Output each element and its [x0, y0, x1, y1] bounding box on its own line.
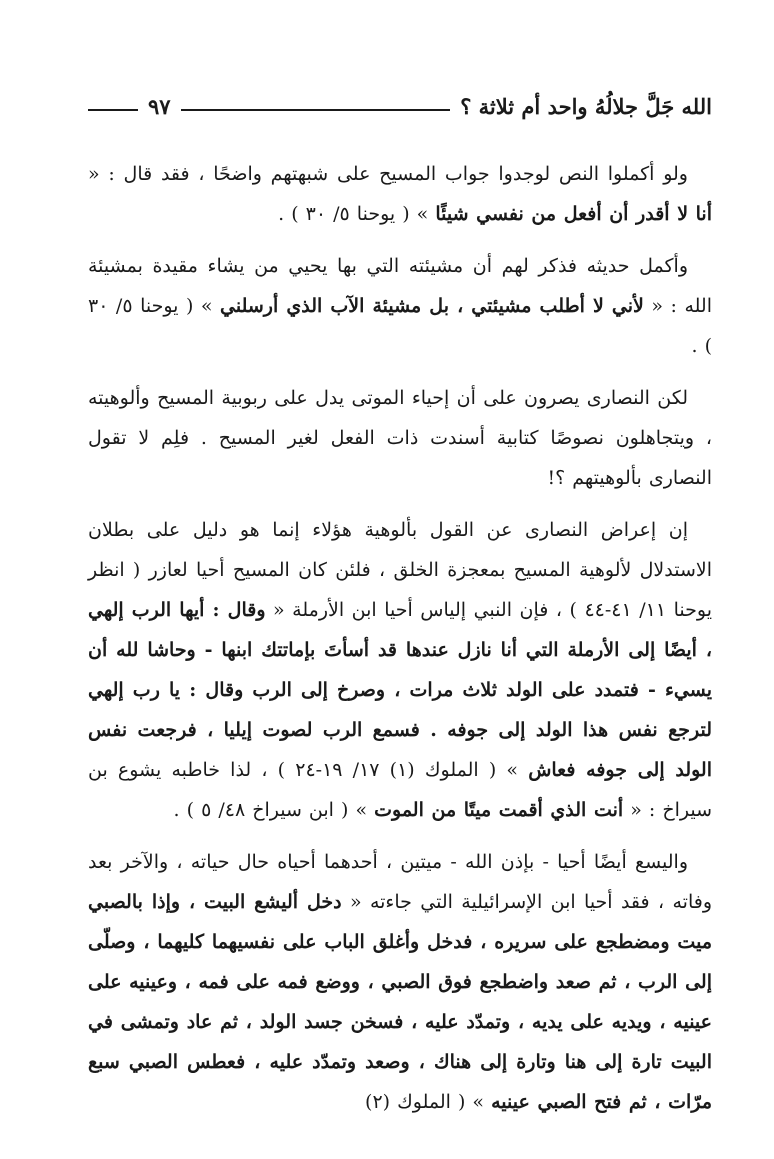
quote-segment: لأني لا أطلب مشيئتي ، بل مشيئة الآب الذي أرسلني — [220, 295, 644, 317]
quote-segment: أنا لا أقدر أن أفعل من نفسي شيئًا — [435, 203, 712, 225]
header-rule-short — [88, 109, 138, 111]
page-number: ٩٧ — [148, 93, 171, 119]
text-segment: واليسع أيضًا أحيا - بإذن الله - ميتين ، أحدهما أحياه حال حياته ، والآخر بعد وفاته ، فقد أحيا ابن الإسرائيلية التي جاءته « — [88, 851, 712, 913]
text-segment: » ( ابن سيراخ ٤٨/ ٥ ) . — [173, 799, 375, 821]
body-text — [88, 154, 712, 1122]
paragraph-1 — [88, 154, 712, 234]
header-rule — [181, 109, 451, 111]
book-page — [88, 88, 712, 1118]
paragraph-4 — [88, 510, 712, 830]
text-segment: » ( يوحنا ٥/ ٣٠ ) . — [88, 295, 712, 357]
quote-segment: دخل أليشع البيت ، وإذا بالصبي ميت ومضطجع على سريره ، فدخل وأغلق الباب على نفسيهما كليهما ، وصلّى إلى الرب ، ثم صعد واضطجع فوق الصبي ، ووضع فمه على فمه ، وعينيه على عينيه ، ويديه على يديه ، وتمدّد عليه ، فسخن جسد الولد ، ثم عاد وتمشى في البيت تارة إلى هنا وتارة إلى هناك ، وصعد وتمدّد عليه ، فعطس الصبي سبع مرّات ، ثم فتح الصبي عينيه — [88, 891, 712, 1113]
text-segment: إن إعراض النصارى عن القول بألوهية هؤلاء إنما هو دليل على بطلان الاستدلال لألوهية المسيح بمعجزة الخلق ، فلئن كان المسيح أحيا لعازر ( انظر يوحنا ١١/ ٤١-٤٤ ) ، فإن النبي إلياس أحيا ابن الأرملة « — [88, 519, 712, 621]
text-segment: لكن النصارى يصرون على أن إحياء الموتى يدل على ربوبية المسيح وألوهيته ، ويتجاهلون نصوصًا كتابية أسندت ذات الفعل لغير المسيح . فلِم لا تقول النصارى بألوهيتهم ؟! — [88, 387, 712, 489]
paragraph-3 — [88, 378, 712, 498]
running-title: الله جَلَّ جلالُهُ واحد أم ثلاثة ؟ — [460, 93, 712, 119]
running-head — [88, 88, 712, 124]
text-segment: وأكمل حديثه فذكر لهم أن مشيئته التي بها يحيي من يشاء مقيدة بمشيئة الله : « — [88, 255, 712, 317]
quote-segment: وقال : أيها الرب إلهي ، أيضًا إلى الأرملة التي أنا نازل عندها قد أسأتَ بإماتتك ابنها - وحاشا لله أن يسيء - فتمدد على الولد ثلاث مرات ، وصرخ إلى الرب وقال : يا رب إلهي لترجع نفس هذا الولد إلى جوفه . فسمع الرب لصوت إيليا ، فرجعت نفس الولد إلى جوفه فعاش — [88, 599, 713, 781]
paragraph-2 — [88, 246, 712, 366]
text-segment: » ( الملوك (٢) — [365, 1091, 492, 1113]
paragraph-5 — [88, 842, 712, 1122]
text-segment: » ( يوحنا ٥/ ٣٠ ) . — [278, 203, 436, 225]
text-segment: » ( الملوك (١) ١٧/ ١٩-٢٤ ) ، لذا خاطبه يشوع بن سيراخ : « — [88, 759, 712, 821]
text-segment: ولو أكملوا النص لوجدوا جواب المسيح على شبهتهم واضحًا ، فقد قال : « — [88, 163, 688, 185]
quote-segment: أنت الذي أقمت ميتًا من الموت — [374, 799, 624, 821]
